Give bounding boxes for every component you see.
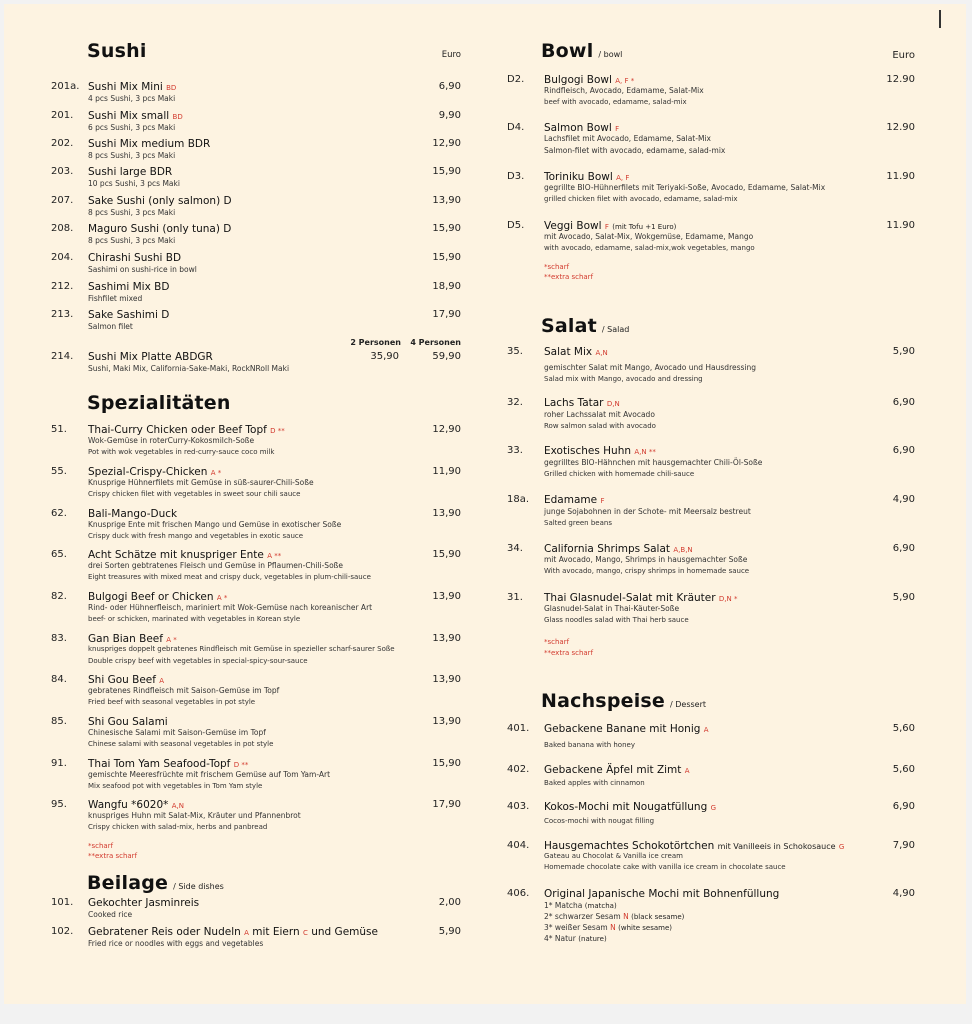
- allergen-mark: A *: [210, 469, 222, 477]
- item-number: 83.: [51, 633, 67, 644]
- allergen-mark: F: [615, 125, 620, 133]
- item-price: 11,90: [432, 466, 461, 477]
- item-description-en: With avocado, mango, crispy shrimps in homemade sauce: [544, 567, 750, 575]
- item-name: Gebackene Banane mit Honig A: [544, 723, 709, 735]
- item-number: 31.: [507, 592, 523, 603]
- item-price-2-persons: 35,90: [370, 351, 399, 362]
- item-name: Toriniku Bowl A, F: [544, 171, 630, 183]
- item-description-en: Crispy chicken with salad-mix, herbs and panbread: [88, 823, 268, 831]
- allergen-mark: A **: [267, 552, 282, 560]
- item-description-de: junge Sojabohnen in der Schote- mit Meersalz bestreut: [544, 507, 751, 516]
- item-price: 11.90: [886, 171, 915, 182]
- item-description: 4 pcs Sushi, 3 pcs Maki: [88, 94, 176, 103]
- item-description-en: Salad mix with Mango, avocado and dressing: [544, 375, 703, 383]
- allergen-mark: G: [710, 804, 717, 812]
- item-description-de: gegrilltes BIO-Hähnchen mit hausgemachter Chili-Öl-Soße: [544, 458, 763, 467]
- item-name: Thai Glasnudel-Salat mit Kräuter D,N *: [544, 592, 738, 604]
- item-description-de: Knusprige Hühnerfilets mit Gemüse in süß-saurer-Chili-Soße: [88, 478, 314, 487]
- item-name: Gan Bian Beef A *: [88, 633, 177, 645]
- spice-note-extra: **extra scharf: [544, 273, 594, 281]
- allergen-mark: A,N **: [634, 448, 656, 456]
- page-edge-marker: [939, 10, 941, 28]
- item-number: 201.: [51, 110, 74, 121]
- spice-note-extra: **extra scharf: [544, 649, 594, 657]
- allergen-mark: C: [303, 929, 308, 937]
- allergen-mark: A *: [166, 636, 177, 644]
- item-price: 11.90: [886, 220, 915, 231]
- item-name: Bulgogi Bowl A, F *: [544, 74, 635, 86]
- item-description: 10 pcs Sushi, 3 pcs Maki: [88, 179, 180, 188]
- item-description: Sushi, Maki Mix, California-Sake-Maki, RockNRoll Maki: [88, 364, 290, 373]
- item-price: 15,90: [432, 549, 461, 560]
- spice-note: *scharf: [88, 842, 114, 850]
- item-description-en: beef with avocado, edamame, salad-mix: [544, 98, 687, 106]
- item-description-en: Crispy chicken filet with vegetables in sweet sour chili sauce: [88, 490, 301, 498]
- item-name: Gebackene Äpfel mit Zimt A: [544, 764, 690, 776]
- item-description-en: Salmon-filet with avocado, edamame, salad-mix: [544, 146, 726, 155]
- item-name: Sushi Mix small BD: [88, 110, 183, 122]
- item-number: 202.: [51, 138, 74, 149]
- currency-label: Euro: [892, 50, 915, 61]
- item-price: 4,90: [892, 888, 915, 899]
- item-description-en: beef- or schicken, marinated with vegetables in Korean style: [88, 615, 301, 623]
- item-description: 8 pcs Sushi, 3 pcs Maki: [88, 151, 176, 160]
- column-header-2-personen: 2 Personen: [350, 338, 401, 347]
- item-number: 207.: [51, 195, 74, 206]
- item-name: Gebratener Reis oder Nudeln A mit Eiern C und Gemüse: [88, 926, 378, 938]
- item-price: 6,90: [892, 397, 915, 408]
- item-description-en: Salted green beans: [544, 519, 612, 527]
- item-description-de: gemischter Salat mit Mango, Avocado und Hausdressing: [544, 363, 757, 372]
- allergen-mark: BD: [166, 84, 177, 92]
- item-number: 65.: [51, 549, 67, 560]
- section-header-spezialitaeten: [87, 392, 231, 414]
- allergen-mark: BD: [172, 113, 183, 121]
- item-number: D5.: [507, 220, 525, 231]
- item-name: Salmon Bowl F: [544, 122, 620, 134]
- item-number: 208.: [51, 223, 74, 234]
- item-number: 406.: [507, 888, 530, 899]
- item-name: Bulgogi Beef or Chicken A *: [88, 591, 228, 603]
- item-price: 12,90: [432, 138, 461, 149]
- section-subtitle: / Salad: [601, 325, 630, 334]
- item-name-suffix: mit Vanilleeis in Schokosauce: [717, 842, 836, 851]
- item-name: Thai Tom Yam Seafood-Topf D **: [88, 758, 249, 770]
- allergen-mark: A: [244, 929, 249, 937]
- spice-note-extra: **extra scharf: [88, 852, 138, 860]
- allergen-mark: A, F *: [615, 77, 635, 85]
- item-number: 101.: [51, 897, 74, 908]
- item-number: 214.: [51, 351, 74, 362]
- allergen-mark: A *: [216, 594, 228, 602]
- item-number: D2.: [507, 74, 525, 85]
- item-name: Chirashi Sushi BD: [88, 252, 182, 264]
- item-description-en: Grilled chicken with homemade chili-sauce: [544, 470, 695, 478]
- item-description-de: Rindfleisch, Avocado, Edamame, Salat-Mix: [544, 86, 704, 95]
- item-price: 12,90: [432, 424, 461, 435]
- item-description: Gateau au Chocolat & Vanilla ice cream: [544, 852, 683, 860]
- item-price: 13,90: [432, 633, 461, 644]
- item-description-en: Chinese salami with seasonal vegetables in pot style: [88, 740, 274, 748]
- item-price: 13,90: [432, 591, 461, 602]
- item-number: 82.: [51, 591, 67, 602]
- item-price: 13,90: [432, 195, 461, 206]
- item-description-de: Wok-Gemüse in roterCurry-Kokosmilch-Soße: [88, 436, 255, 445]
- item-name: Shi Gou Salami: [88, 716, 168, 728]
- section-header-nachspeise: [541, 690, 706, 712]
- item-price: 15,90: [432, 223, 461, 234]
- item-price: 13,90: [432, 674, 461, 685]
- item-price: 7,90: [892, 840, 915, 851]
- item-number: 62.: [51, 508, 67, 519]
- item-name: Original Japanische Mochi mit Bohnenfüllung: [544, 888, 780, 900]
- item-price: 15,90: [432, 252, 461, 263]
- item-number: 55.: [51, 466, 67, 477]
- item-price: 18,90: [432, 281, 461, 292]
- item-price: 59,90: [432, 351, 461, 362]
- mochi-variant: 3* weißer Sesam N (white sesame): [544, 923, 673, 932]
- item-price: 6,90: [438, 81, 461, 92]
- item-price: 13,90: [432, 508, 461, 519]
- item-description-de: Knusprige Ente mit frischen Mango und Gemüse in exotischer Soße: [88, 520, 342, 529]
- item-description: 6 pcs Sushi, 3 pcs Maki: [88, 123, 176, 132]
- section-subtitle: / bowl: [598, 50, 623, 59]
- item-price: 17,90: [432, 799, 461, 810]
- section-title: Bowl: [541, 40, 594, 62]
- item-name: California Shrimps Salat A,B,N: [544, 543, 693, 555]
- section-header-bowl: [541, 40, 622, 62]
- item-name: Gekochter Jasminreis: [88, 897, 200, 909]
- item-price: 5,60: [892, 723, 915, 734]
- item-name: Acht Schätze mit knuspriger Ente A **: [88, 549, 282, 561]
- currency-label: Euro: [441, 50, 461, 60]
- item-price: 2,00: [438, 897, 461, 908]
- item-description-en: Homemade chocolate cake with vanilla ice cream in chocolate sauce: [544, 863, 786, 871]
- item-price: 5,90: [892, 346, 915, 357]
- allergen-mark: F: [604, 223, 609, 231]
- item-number: 402.: [507, 764, 530, 775]
- item-name: Sake Sashimi D: [88, 309, 170, 321]
- mochi-variant: 2* schwarzer Sesam N (black sesame): [544, 912, 685, 921]
- item-name: Lachs Tatar D,N: [544, 397, 620, 409]
- item-name: Edamame F: [544, 494, 605, 506]
- item-price: 17,90: [432, 309, 461, 320]
- allergen-mark: A,N: [595, 349, 608, 357]
- item-description: Fried rice or noodles with eggs and vegetables: [88, 939, 264, 948]
- item-number: 203.: [51, 166, 74, 177]
- item-price: 13,90: [432, 716, 461, 727]
- mochi-variant: 1* Matcha (matcha): [544, 901, 617, 910]
- item-description: Fishfilet mixed: [88, 294, 143, 303]
- item-price: 12.90: [886, 74, 915, 85]
- item-number: 91.: [51, 758, 67, 769]
- allergen-mark: A,B,N: [673, 546, 693, 554]
- item-name: Hausgemachtes Schokotörtchen mit Vanilleeis in Schokosauce G: [544, 840, 845, 852]
- item-number: D4.: [507, 122, 525, 133]
- allergen-mark: D,N: [606, 400, 620, 408]
- item-price: 5,90: [892, 592, 915, 603]
- item-number: 403.: [507, 801, 530, 812]
- column-header-4-personen: 4 Personen: [410, 338, 461, 347]
- section-title: Spezialitäten: [87, 392, 231, 414]
- item-name: Sake Sushi (only salmon) D: [88, 195, 232, 207]
- item-number: 51.: [51, 424, 67, 435]
- item-description-de: mit Avocado, Salat-Mix, Wokgemüse, Edamame, Mango: [544, 232, 754, 241]
- section-header-salat: [541, 315, 629, 337]
- item-price: 5,60: [892, 764, 915, 775]
- allergen-mark: A: [703, 726, 709, 734]
- item-name: Salat Mix A,N: [544, 346, 608, 358]
- item-description-de: mit Avocado, Mango, Shrimps in hausgemachter Soße: [544, 555, 748, 564]
- section-title: Beilage: [87, 872, 169, 894]
- item-description-de: gemischte Meeresfrüchte mit frischem Gemüse auf Tom Yam-Art: [88, 770, 331, 779]
- item-number: 404.: [507, 840, 530, 851]
- item-number: 85.: [51, 716, 67, 727]
- allergen-mark: D **: [233, 761, 249, 769]
- item-description-de: knuspriges Huhn mit Salat-Mix, Kräuter und Pfannenbrot: [88, 811, 301, 820]
- item-description-de: Chinesische Salami mit Saison-Gemüse im Topf: [88, 728, 266, 737]
- item-name: Thai-Curry Chicken oder Beef Topf D **: [88, 424, 285, 436]
- item-description: Sashimi on sushi-rice in bowl: [88, 265, 197, 274]
- allergen-mark: A,N: [171, 802, 184, 810]
- item-price: 15,90: [432, 758, 461, 769]
- allergen-mark: A: [159, 677, 165, 685]
- section-header-sushi: [87, 40, 147, 62]
- item-name: Shi Gou Beef A: [88, 674, 165, 686]
- item-name: Veggi Bowl F (mit Tofu +1 Euro): [544, 220, 677, 232]
- item-description-de: gegrillte BIO-Hühnerfilets mit Teriyaki-Soße, Avocado, Edamame, Salat-Mix: [544, 183, 826, 192]
- section-title: Salat: [541, 315, 597, 337]
- section-title: Nachspeise: [541, 690, 666, 712]
- allergen-mark: D,N *: [718, 595, 738, 603]
- item-number: 204.: [51, 252, 74, 263]
- menu-page: [4, 4, 966, 1004]
- item-number: 34.: [507, 543, 523, 554]
- item-name: Sushi Mix Platte ABDGR: [88, 351, 213, 363]
- item-number: 32.: [507, 397, 523, 408]
- mochi-variant: 4* Natur (nature): [544, 934, 607, 943]
- item-number: 401.: [507, 723, 530, 734]
- allergen-mark: F: [600, 497, 605, 505]
- item-number: 212.: [51, 281, 74, 292]
- item-description: Cooked rice: [88, 910, 133, 919]
- item-description-en: Crispy duck with fresh mango and vegetables in exotic sauce: [88, 532, 304, 540]
- item-name: Bali-Mango-Duck: [88, 508, 178, 520]
- item-number: 33.: [507, 445, 523, 456]
- item-number: 213.: [51, 309, 74, 320]
- section-subtitle: / Dessert: [670, 700, 707, 709]
- item-description-en: Double crispy beef with vegetables in special-spicy-sour-sauce: [88, 657, 308, 665]
- item-name: Sushi Mix Mini BD: [88, 81, 177, 93]
- item-description-en: Fried beef with seasonal vegetables in pot style: [88, 698, 256, 706]
- item-number: 84.: [51, 674, 67, 685]
- section-title: Sushi: [87, 40, 147, 62]
- item-price: 6,90: [892, 543, 915, 554]
- item-price: 6,90: [892, 801, 915, 812]
- allergen-mark: D **: [270, 427, 285, 435]
- item-name: Sushi Mix medium BDR: [88, 138, 211, 150]
- item-description-de: Lachsfilet mit Avocado, Edamame, Salat-Mix: [544, 134, 711, 143]
- item-description: Cocos-mochi with nougat filling: [544, 817, 655, 825]
- item-description-de: knuspriges doppelt gebratenes Rindfleisch mit Gemüse in spezieller scharf-saurer Soße: [88, 645, 395, 653]
- item-number: 35.: [507, 346, 523, 357]
- section-header-beilage: [87, 872, 224, 894]
- item-description-de: roher Lachssalat mit Avocado: [544, 410, 655, 419]
- item-description: 8 pcs Sushi, 3 pcs Maki: [88, 208, 176, 217]
- item-description-en: Eight treasures with mixed meat and crispy duck, vegetables in plum-chili-sauce: [88, 573, 371, 581]
- item-name: Sushi large BDR: [88, 166, 173, 178]
- item-description-en: with avocado, edamame, salad-mix,wok vegetables, mango: [544, 244, 755, 252]
- item-description: Salmon filet: [88, 322, 133, 331]
- item-price: 12.90: [886, 122, 915, 133]
- item-description-en: Glass noodles salad with Thai herb sauce: [544, 616, 689, 624]
- item-name: Wangfu *6020* A,N: [88, 799, 184, 811]
- item-description-de: Glasnudel-Salat in Thai-Käuter-Soße: [544, 604, 680, 613]
- item-name: Kokos-Mochi mit Nougatfüllung G: [544, 801, 717, 813]
- section-subtitle: / Side dishes: [173, 882, 224, 891]
- item-price: 6,90: [892, 445, 915, 456]
- item-name: Maguro Sushi (only tuna) D: [88, 223, 232, 235]
- item-description: 8 pcs Sushi, 3 pcs Maki: [88, 236, 176, 245]
- item-name: Sashimi Mix BD: [88, 281, 170, 293]
- item-extra-note: (mit Tofu +1 Euro): [612, 223, 677, 231]
- item-price: 5,90: [438, 926, 461, 937]
- item-description: Baked banana with honey: [544, 741, 635, 749]
- allergen-mark: G: [838, 843, 845, 851]
- item-number: 201a.: [51, 81, 80, 92]
- item-price: 15,90: [432, 166, 461, 177]
- item-number: 102.: [51, 926, 74, 937]
- item-description-en: Mix seafood pot with vegetables in Tom Yam style: [88, 782, 263, 790]
- item-description: Baked apples with cinnamon: [544, 779, 645, 787]
- item-description-en: Pot with wok vegetables in red-curry-sauce coco milk: [88, 448, 275, 456]
- item-name: Exotisches Huhn A,N **: [544, 445, 656, 457]
- spice-note: *scharf: [544, 263, 570, 271]
- item-description-en: grilled chicken filet with avocado, edamame, salad-mix: [544, 195, 738, 203]
- item-price: 4,90: [892, 494, 915, 505]
- item-number: 18a.: [507, 494, 530, 505]
- item-number: 95.: [51, 799, 67, 810]
- item-description-de: gebratenes Rindfleisch mit Saison-Gemüse im Topf: [88, 686, 280, 695]
- item-description-en: Row salmon salad with avocado: [544, 422, 656, 430]
- item-number: D3.: [507, 171, 525, 182]
- item-price: 9,90: [438, 110, 461, 121]
- item-description-de: drei Sorten gebtratenes Fleisch und Gemüse in Pflaumen-Chili-Soße: [88, 561, 343, 570]
- spice-note: *scharf: [544, 638, 570, 646]
- item-description-de: Rind- oder Hühnerfleisch, mariniert mit Wok-Gemüse nach koreanischer Art: [88, 603, 373, 612]
- item-name: Spezial-Crispy-Chicken A *: [88, 466, 222, 478]
- allergen-mark: A: [684, 767, 690, 775]
- allergen-mark: A, F: [616, 174, 630, 182]
